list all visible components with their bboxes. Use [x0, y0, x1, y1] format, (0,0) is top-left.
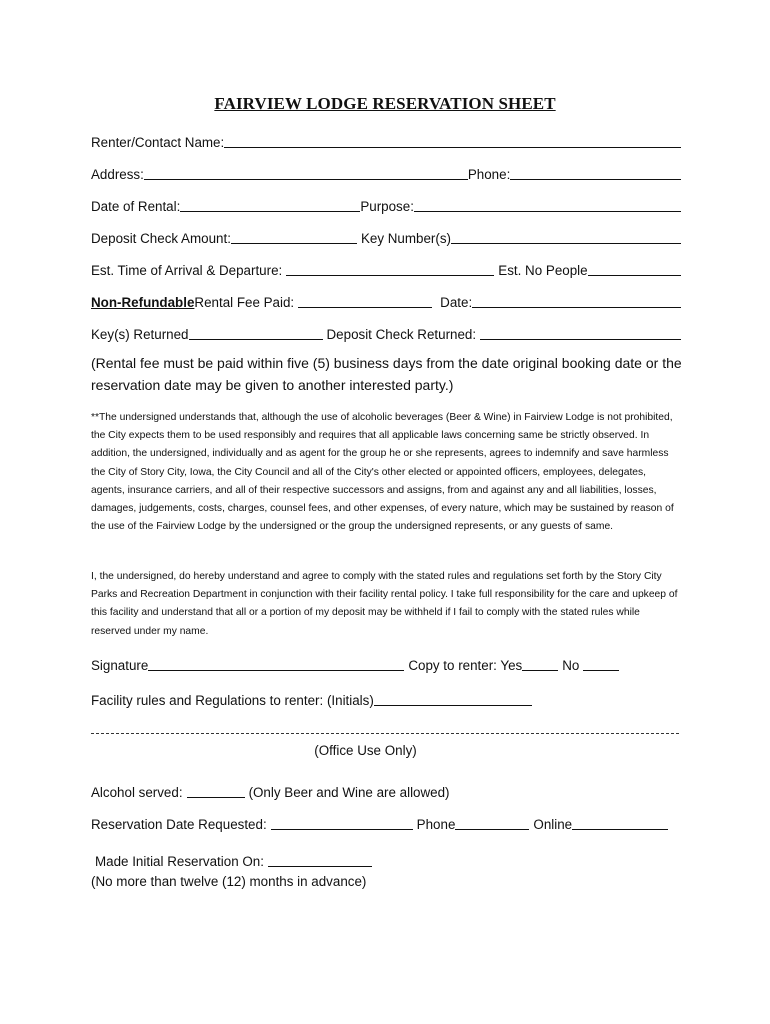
signature-row [91, 653, 681, 673]
key-number-field[interactable] [451, 229, 681, 244]
keys-deposit-returned-row [91, 322, 681, 342]
address-label: Address: [91, 167, 144, 182]
office-use-divider [91, 733, 679, 734]
renter-contact-label: Renter/Contact Name: [91, 135, 225, 150]
renter-contact-field[interactable] [224, 133, 681, 148]
office-phone-field[interactable] [455, 815, 529, 830]
office-online-field[interactable] [572, 815, 668, 830]
facility-rules-initials-field[interactable] [374, 691, 532, 706]
alcohol-note: (Only Beer and Wine are allowed) [248, 785, 450, 800]
est-time-field[interactable] [286, 261, 494, 276]
est-no-people-label: Est. No People [498, 263, 588, 278]
facility-rules-row [91, 688, 681, 708]
rental-fee-note: (Rental fee must be paid within five (5) business days from the date original booking date or the reservation date may be given to another interested party.) [91, 355, 682, 393]
initial-reservation-label: Made Initial Reservation On: [95, 854, 264, 869]
deposit-check-returned-label: Deposit Check Returned: [326, 327, 477, 342]
alcohol-served-label: Alcohol served: [91, 785, 183, 800]
reservation-date-row [91, 812, 681, 832]
office-use-heading [0, 743, 770, 758]
rental-fee-paid-field[interactable] [298, 293, 432, 308]
rental-fee-paid-label: Rental Fee Paid: [194, 295, 295, 310]
office-use-heading-text: (Office Use Only) [314, 743, 417, 758]
phone-field[interactable] [510, 165, 681, 180]
advance-note-row [91, 869, 681, 889]
alcohol-served-row [91, 780, 681, 800]
date-purpose-row [91, 194, 681, 214]
phone-label: Phone: [467, 167, 511, 182]
advance-note: (No more than twelve (12) months in advance) [91, 874, 367, 889]
office-phone-label: Phone [416, 817, 456, 832]
address-field[interactable] [144, 165, 468, 180]
address-row [91, 162, 681, 182]
renter-contact-row [91, 130, 681, 150]
signature-field[interactable] [148, 656, 404, 671]
facility-rules-label: Facility rules and Regulations to renter: (Initials) [91, 693, 374, 708]
copy-to-renter-label: Copy to renter: Yes [408, 658, 523, 673]
date-label: Date: [440, 295, 473, 310]
keys-returned-label: Key(s) Returned [91, 327, 189, 342]
copy-no-label: No [562, 658, 580, 673]
deposit-check-amount-label: Deposit Check Amount: [91, 231, 231, 246]
non-refundable-label: Non-Refundable [91, 295, 195, 310]
keys-returned-field[interactable] [189, 325, 323, 340]
est-time-label: Est. Time of Arrival & Departure: [91, 263, 283, 278]
reservation-date-label: Reservation Date Requested: [91, 817, 267, 832]
reservation-date-field[interactable] [271, 815, 413, 830]
initial-reservation-row [95, 849, 685, 869]
purpose-field[interactable] [414, 197, 681, 212]
office-online-label: Online [533, 817, 573, 832]
agreement-paragraph: I, the undersigned, do hereby understand and agree to comply with the stated rules and regulations set forth by the Story City Parks and Recreation Department in conjunction with their facility rental policy. I take full responsibility for the care and upkeep of this facility and understand that all or a portion of my deposit may be withheld if I fail to comply with the stated rules while reserved under my name. [91, 571, 678, 637]
signature-label: Signature [91, 658, 149, 673]
arrival-people-row [91, 258, 681, 278]
deposit-check-amount-field[interactable] [231, 229, 357, 244]
copy-yes-field[interactable] [522, 656, 558, 671]
liability-paragraph: **The undersigned understands that, although the use of alcoholic beverages (Beer & Wine) in Fairview Lodge is not prohibited, the City expects them to be used responsibly and requires that all applicable laws concerning same be strictly observed. In addition, the undersigned, individually and as agent for the group he or she represents, agrees to indemnify and save harmless the City of Story City, Iowa, the City Council and all of the City's other elected or appointed officers, employees, delegates, agents, insurance carriers, and all of their respective successors and assigns, from and against any and all liabilities, losses, damages, judgements, costs, charges, counsel fees, and other expenses, of every nature, which may be sustained by reason of the use of the Fairview Lodge by the undersigned or the group the undersigned represents, or any guests of same. [91, 412, 674, 533]
purpose-label: Purpose: [360, 199, 414, 214]
est-no-people-field[interactable] [588, 261, 681, 276]
copy-no-field[interactable] [583, 656, 619, 671]
page-title: FAIRVIEW LODGE RESERVATION SHEET [214, 94, 556, 113]
initial-reservation-field[interactable] [268, 852, 372, 867]
date-of-rental-field[interactable] [180, 197, 360, 212]
date-of-rental-label: Date of Rental: [91, 199, 181, 214]
deposit-check-returned-field[interactable] [480, 325, 681, 340]
deposit-key-row [91, 226, 681, 246]
key-number-label: Key Number(s) [360, 231, 451, 246]
rental-fee-row [91, 290, 681, 310]
alcohol-served-field[interactable] [187, 783, 245, 798]
date-field[interactable] [472, 293, 681, 308]
